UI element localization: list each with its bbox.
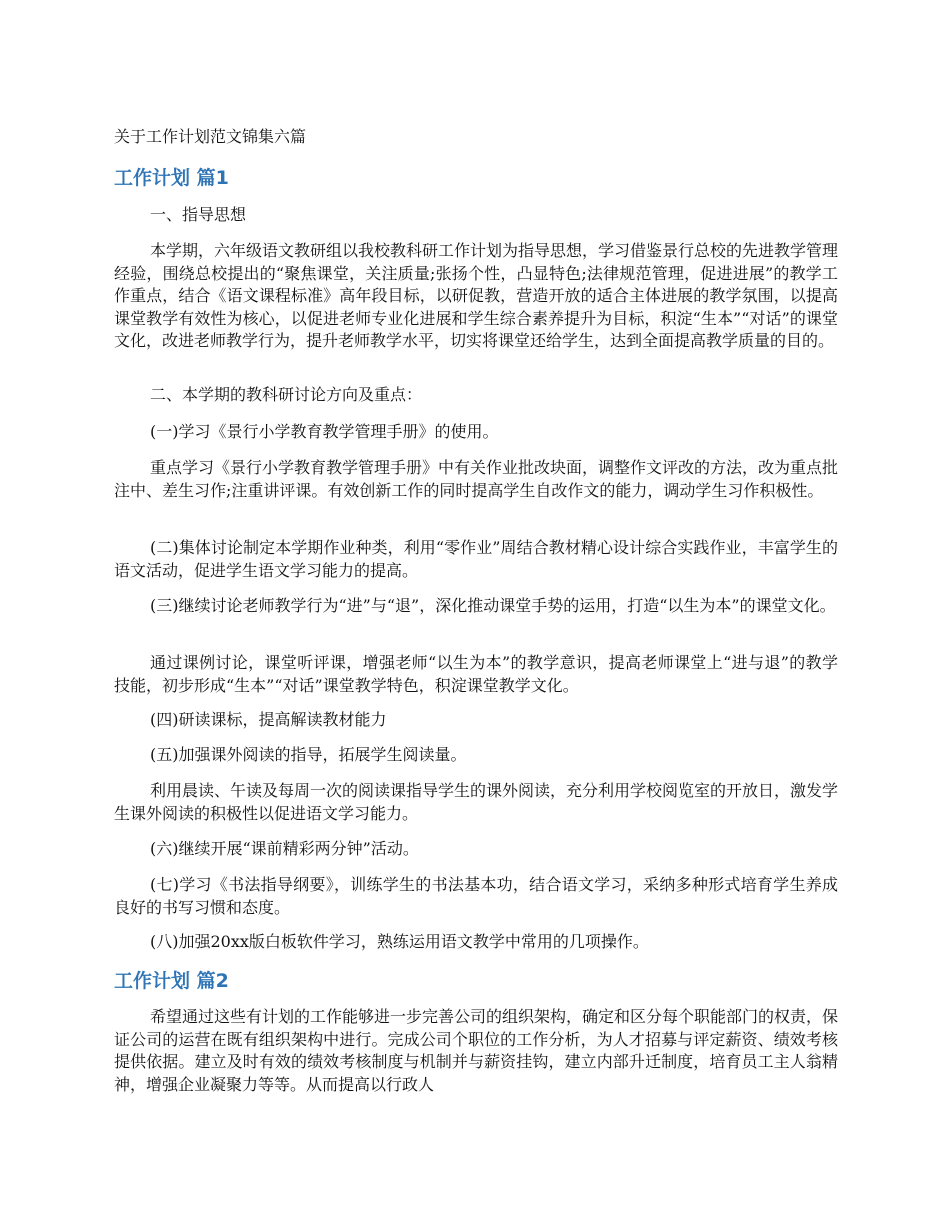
- paragraph: 重点学习《景行小学教育教学管理手册》中有关作业批改块面，调整作文评改的方法，改为重点批注中、差生习作;注重讲评课。有效创新工作的同时提高学生自改作文的能力，调动学生习作积极性。: [114, 458, 839, 500]
- section-heading-2: 工作计划 篇2: [114, 970, 229, 992]
- section-heading-1: 工作计划 篇1: [114, 167, 229, 189]
- paragraph: (一)学习《景行小学教育教学管理手册》的使用。: [150, 422, 499, 441]
- paragraph: 一、指导思想: [150, 205, 247, 224]
- paragraph: (五)加强课外阅读的指导，拓展学生阅读量。: [150, 745, 467, 764]
- paragraph: (四)研读课标，提高解读教材能力: [150, 710, 387, 729]
- paragraph: 希望通过这些有计划的工作能够进一步完善公司的组织架构，确定和区分每个职能部门的权责，保证公司的运营在既有组织架构中进行。完成公司个职位的工作分析，为人才招募与评定薪资、绩效考核提供依据。建立及时有效的绩效考核制度与机制并与薪资挂钩，建立内部升迁制度，培育员工主人翁精神，增强企业凝聚力等等。从而提高以行政人: [114, 1007, 839, 1094]
- paragraph: 利用晨读、午读及每周一次的阅读课指导学生的课外阅读，充分利用学校阅览室的开放日，激发学生课外阅读的积极性以促进语文学习能力。: [114, 781, 839, 823]
- paragraph: (八)加强20xx版白板软件学习，熟练运用语文教学中常用的几项操作。: [150, 932, 649, 951]
- paragraph: 二、本学期的教科研讨论方向及重点：: [150, 385, 423, 404]
- paragraph: 本学期，六年级语文教研组以我校教科研工作计划为指导思想，学习借鉴景行总校的先进教学管理经验，围绕总校提出的“聚焦课堂，关注质量;张扬个性，凸显特色;法律规范管理，促进进展”的教学工作重点，结合《语文课程标准》高年段目标，以研促教，营造开放的适合主体进展的教学氛围，以提高课堂教学有效性为核心，以促进老师专业化进展和学生综合素养提升为目标，积淀“生本”“对话”的课堂文化，改进老师教学行为，提升老师教学水平，切实将课堂还给学生，达到全面提高教学质量的目的。: [114, 241, 839, 351]
- paragraph: (二)集体讨论制定本学期作业种类，利用“零作业”周结合教材精心设计综合实践作业，丰富学生的语文活动，促进学生语文学习能力的提高。: [114, 538, 838, 580]
- paragraph: (三)继续讨论老师教学行为“进”与“退”，深化推动课堂手势的运用，打造“以生为本”的课堂文化。: [150, 596, 836, 615]
- paragraph: (七)学习《书法指导纲要》，训练学生的书法基本功，结合语文学习，采纳多种形式培育学生养成良好的书写习惯和态度。: [114, 875, 838, 917]
- document-title: 关于工作计划范文锦集六篇: [114, 127, 307, 146]
- paragraph: (六)继续开展“课前精彩两分钟”活动。: [150, 839, 419, 858]
- paragraph: 通过课例讨论，课堂听评课，增强老师“以生为本”的教学意识，提高老师课堂上“进与退”的教学技能，初步形成“生本”“对话”课堂教学特色，积淀课堂教学文化。: [114, 653, 838, 695]
